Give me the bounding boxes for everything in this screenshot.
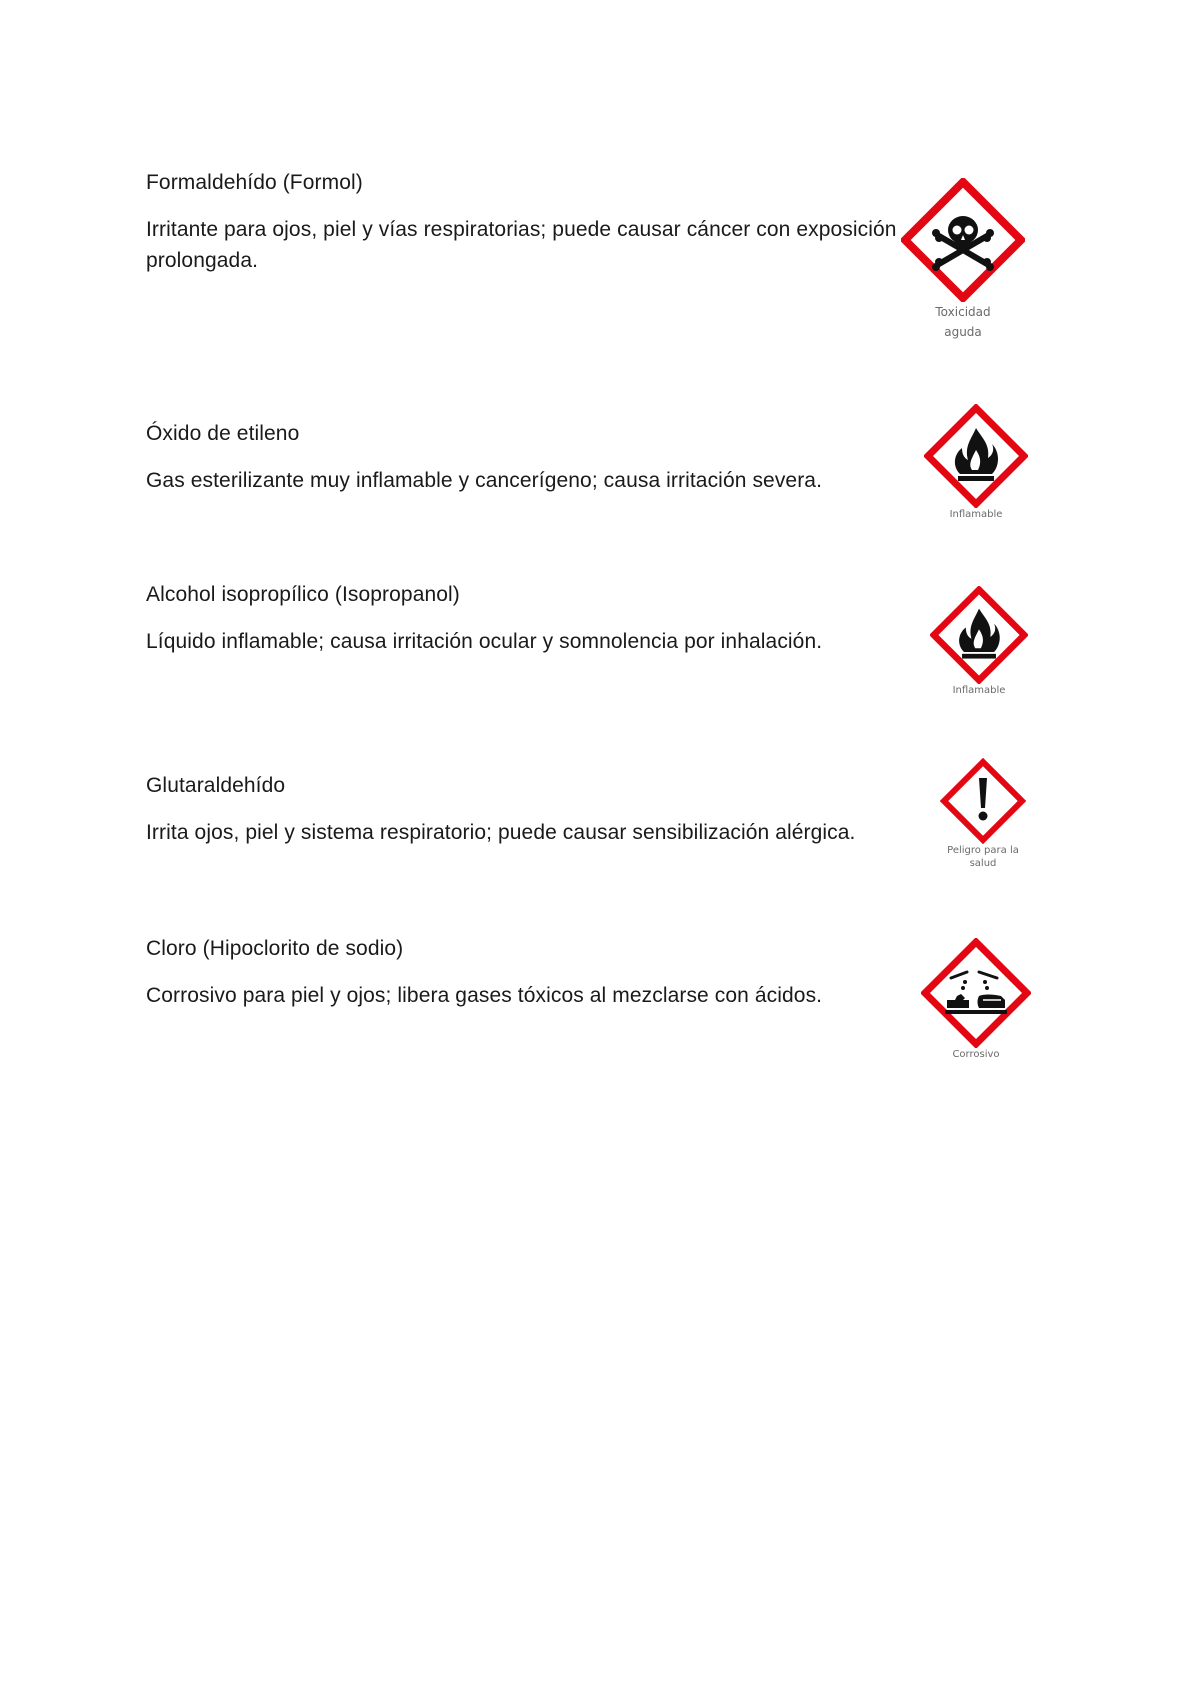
pictogram-corrosive xyxy=(920,938,1032,1061)
chemical-description: Irritante para ojos, piel y vías respiratorias; puede causar cáncer con exposición prolongada. xyxy=(146,218,897,272)
chemical-name: Óxido de etileno xyxy=(146,422,300,445)
flame-icon xyxy=(930,586,1028,684)
hazard-entry-formaldehyde xyxy=(146,169,906,276)
pictogram-flammable xyxy=(924,404,1028,521)
chemical-description: Líquido inflamable; causa irritación ocular y somnolencia por inhalación. xyxy=(146,630,823,653)
chemical-name: Alcohol isopropílico (Isopropanol) xyxy=(146,583,460,606)
chemical-description: Irrita ojos, piel y sistema respiratorio; puede causar sensibilización alérgica. xyxy=(146,821,856,844)
chemical-name: Glutaraldehído xyxy=(146,774,286,797)
pictogram-label: Corrosivo xyxy=(952,1049,1000,1060)
chemical-description: Gas esterilizante muy inflamable y cancerígeno; causa irritación severa. xyxy=(146,469,823,492)
pictogram-label: salud xyxy=(969,858,997,869)
pictogram-label: Peligro para la xyxy=(947,845,1019,856)
exclamation-mark-icon xyxy=(940,758,1026,844)
pictogram-acute-toxicity xyxy=(898,178,1028,342)
chemical-name: Formaldehído (Formol) xyxy=(146,171,363,194)
pictogram-label: Inflamable xyxy=(952,685,1006,696)
hazard-entry-chlorine xyxy=(146,935,906,1011)
pictogram-label: Inflamable xyxy=(949,509,1003,520)
pictogram-label: Toxicidad xyxy=(935,305,991,319)
hazard-entry-glutaraldehyde xyxy=(146,772,906,848)
hazard-entry-ethylene-oxide xyxy=(146,420,906,496)
corrosion-icon xyxy=(921,938,1031,1048)
chemical-description: Corrosivo para piel y ojos; libera gases tóxicos al mezclarse con ácidos. xyxy=(146,984,823,1007)
pictogram-label: aguda xyxy=(944,325,982,339)
chemical-name: Cloro (Hipoclorito de sodio) xyxy=(146,937,404,960)
hazard-entry-isopropyl-alcohol xyxy=(146,581,906,657)
pictogram-flammable xyxy=(930,586,1028,697)
skull-crossbones-icon xyxy=(901,178,1025,302)
pictogram-health-hazard xyxy=(938,758,1028,870)
flame-icon xyxy=(924,404,1028,508)
